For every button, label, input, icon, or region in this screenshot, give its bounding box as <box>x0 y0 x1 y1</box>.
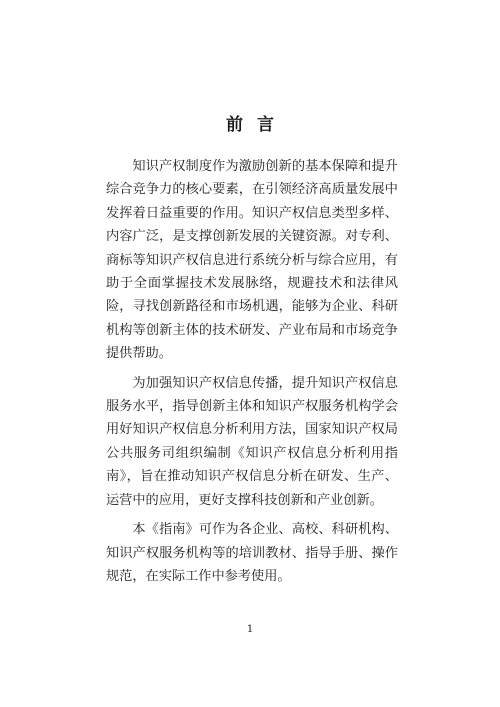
paragraph-1: 知识产权制度作为激励创新的基本保障和提升综合竞争力的核心要素，在引领经济高质量发展中发挥着日益重要的作用。知识产权信息类型多样、内容广泛，是支撑创新发展的关键资源。对专利、商标等知识产权信息进行系统分析与综合应用，有助于全面掌握技术发展脉络，规避技术和法律风险，寻找创新路径和市场机遇，能够为企业、科研机构等创新主体的技术研发、产业布局和市场竞争提供帮助。 <box>106 159 398 362</box>
document-body <box>106 155 398 588</box>
page-title: 前言 <box>226 115 288 135</box>
page-number: 1 <box>246 624 254 635</box>
paragraph-3: 本《指南》可作为各企业、高校、科研机构、知识产权服务机构等的培训教材、指导手册、操作规范，在实际工作中参考使用。 <box>106 522 398 584</box>
paragraph-2: 为加强知识产权信息传播，提升知识产权信息服务水平，指导创新主体和知识产权服务机构学会用好知识产权信息分析利用方法，国家知识产权局公共服务司组织编制《知识产权信息分析利用指南》，旨在推动知识产权信息分析在研发、生产、运营中的应用，更好支撑科技创新和产业创新。 <box>106 375 398 508</box>
